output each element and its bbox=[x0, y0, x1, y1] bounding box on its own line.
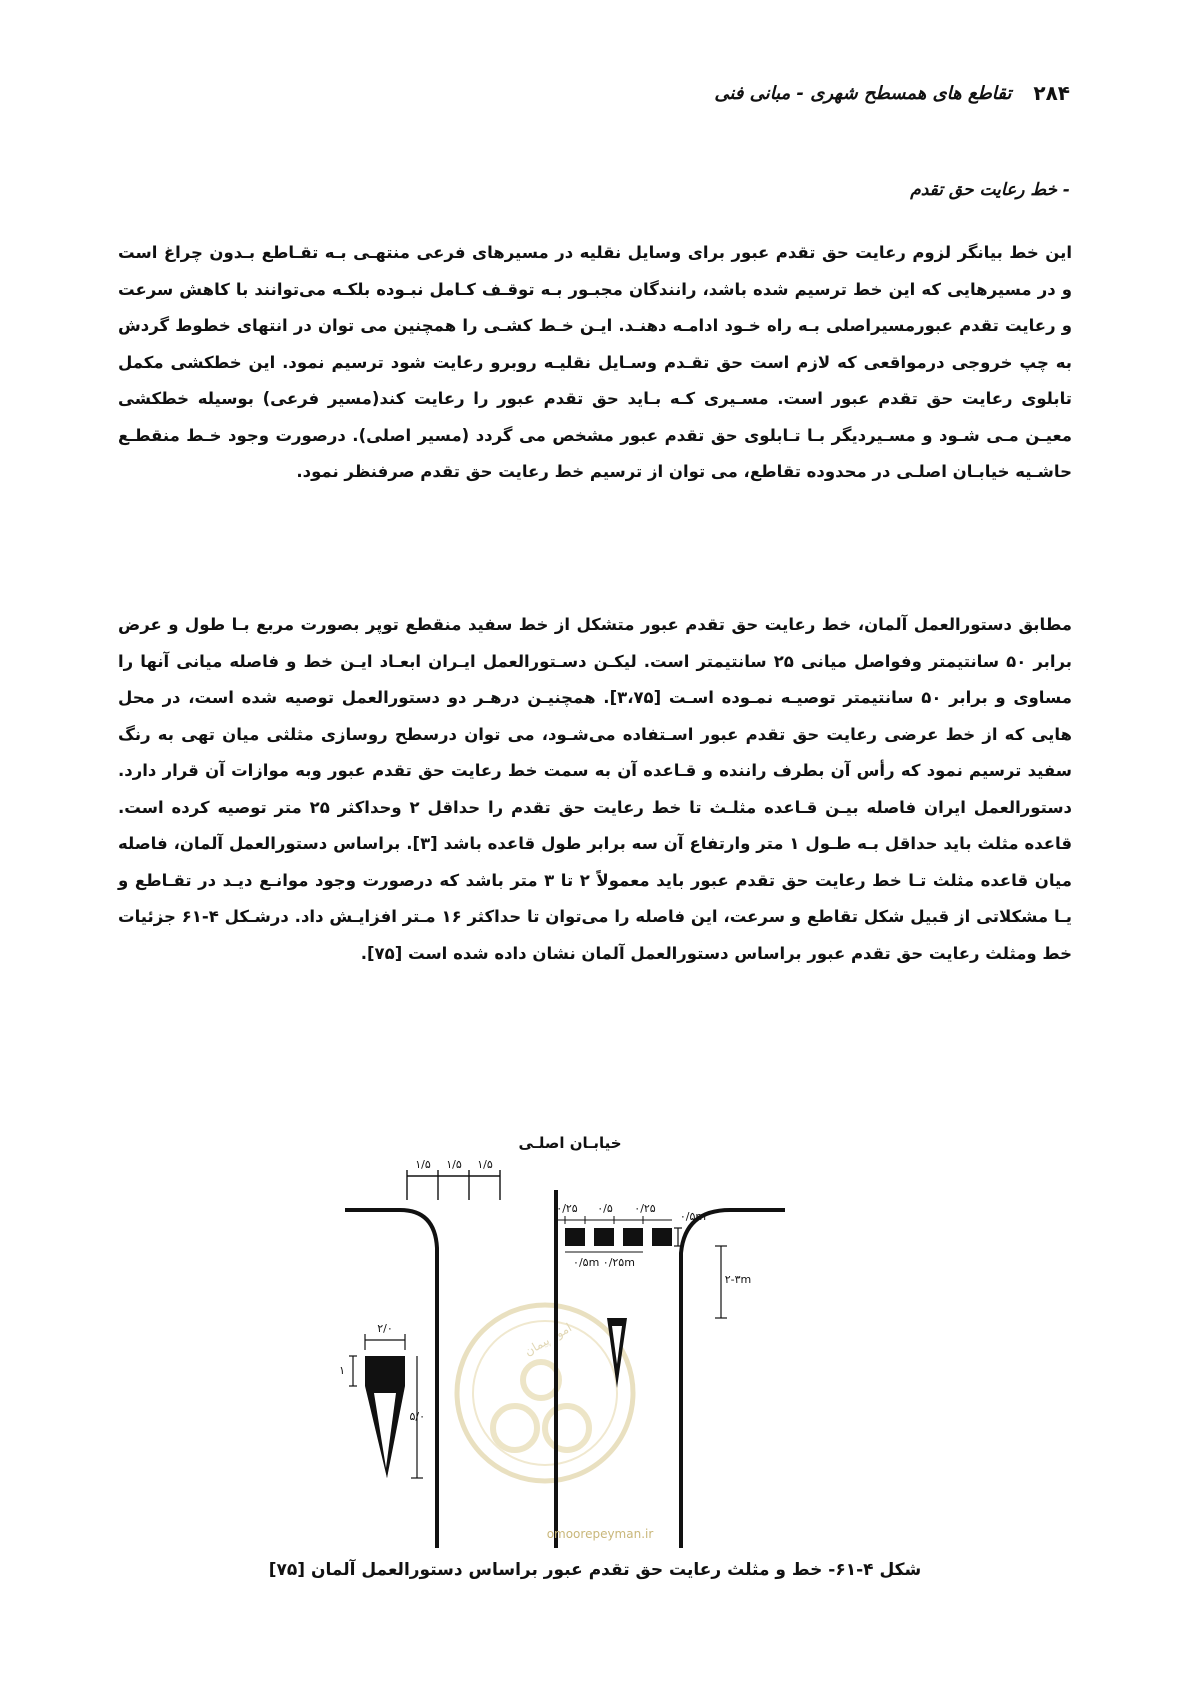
dim-gap-label: ۲-۳m bbox=[724, 1273, 752, 1286]
street-label: خیابـان اصلـی bbox=[518, 1134, 622, 1152]
yield-triangle-detail bbox=[339, 1322, 425, 1478]
left-dim-label-3: ۱/۵ bbox=[477, 1158, 493, 1171]
watermark-url: omoorepeyman.ir bbox=[546, 1527, 654, 1541]
dim-triangle-height: ۵/۰ bbox=[409, 1410, 425, 1423]
left-dim-label-1: ۱/۵ bbox=[415, 1158, 431, 1171]
yield-square bbox=[594, 1228, 614, 1246]
dim-square-gap-1: ۰/۲۵ bbox=[556, 1202, 578, 1215]
running-title: تقاطع های همسطح شهری - مبانی فنی bbox=[714, 82, 1012, 104]
gap-dimension bbox=[715, 1246, 751, 1318]
watermark-seal bbox=[457, 1305, 633, 1481]
dim-triangle-base: ۲/۰ bbox=[377, 1322, 393, 1335]
left-dim-label-2: ۱/۵ bbox=[446, 1158, 462, 1171]
running-header bbox=[120, 78, 1070, 108]
yield-line-drawing bbox=[339, 1128, 785, 1548]
paragraph-yield-line-definition: این خط بیانگر لزوم رعایت حق تقدم عبور برای وسایل نقلیه در مسیرهای فرعی منتهـی بـه تقـاطع بـدون چراغ است و در مسیرهایی که این خط ترسیم شده باشد، رانندگان مجبـور بـه توقـف کـامل نبـوده بلکـه می‌توانند با کاهش سرعت و رعایت تقدم عبورمسیراصلی بـه راه خـود ادامـه دهنـد. ایـن خـط کشـی را همچنین می توان در انتهای خطوط گردش به چپ خروجی درمواقعی که لازم است حق تقـدم وسـایل نقلیـه روبرو رعایت شود ترسیم نمود. این خطکشی مکمل تابلوی رعایت حق تقدم عبور است. مسـیری کـه بـاید حق تقدم عبور را رعایت کند(مسیر فرعی) بوسیله خطکشی معیـن مـی شـود و مسـیردیگر بـا تـابلوی حق تقدم عبور مشخص می گردد (مسیر اصلی). درصورت وجود خـط منقطـع حاشـیه خیابـان اصلـی در محدوده تقاطع، می توان از ترسیم خط رعایت حق تقدم صرفنظر نمود. bbox=[118, 243, 1072, 481]
right-curb-line bbox=[681, 1210, 785, 1548]
dim-triangle-top: ۱ bbox=[339, 1364, 345, 1377]
dim-square-gap-2: ۰/۲۵ bbox=[634, 1202, 656, 1215]
left-dimension-group bbox=[407, 1158, 500, 1200]
yield-square bbox=[652, 1228, 672, 1246]
yield-square bbox=[565, 1228, 585, 1246]
figure-caption: شکل ۴-۶۱- خط و مثلث رعایت حق تقدم عبور براساس دستورالعمل آلمان [۷۵] bbox=[268, 1560, 922, 1580]
dim-bottom: ۰/۵m ۰/۲۵m bbox=[573, 1256, 635, 1269]
yield-square bbox=[623, 1228, 643, 1246]
figure-yield-line-diagram bbox=[339, 1128, 785, 1548]
dim-square-side: ۰/۵m bbox=[679, 1210, 707, 1223]
section-heading: - خط رعایت حق تقدم bbox=[910, 180, 1070, 200]
watermark-seal-text: امور پیمان bbox=[522, 1320, 574, 1359]
paragraph-yield-line-dimensions: مطابق دستورالعمل آلمان، خط رعایت حق تقدم عبور متشکل از خط سفید منقطع توپر بصورت مربع بـا طول و عرض برابر ۵۰ سانتیمتر وفواصل میانی ۲۵ سانتیمتر است. لیکـن دسـتورالعمل ایـران ابعـاد ایـن خط و فاصله میانی آنها را مساوی و برابر ۵۰ سانتیمتر توصیـه نمـوده اسـت [۳،۷۵]. همچنیـن درهـر دو دستورالعمل توصیه شده است، در محل هایی که از خط عرضی رعایت حق تقدم عبور اسـتفاده می‌شـود، می توان درسطح روسازی مثلثی میان تهی به رنگ سفید ترسیم نمود که رأس آن بطرف راننده و قـاعده آن به سمت خط رعایت حق تقدم عبور وبه موازات آن قرار دارد. دستورالعمل ایران فاصله بیـن قـاعده مثلـث تا خط رعایت حق تقدم را حداقل ۲ وحداکثر ۲۵ متر توصیه کرده است. قاعده مثلث باید حداقل بـه طـول ۱ متر وارتفاع آن سه برابر طول قاعده باشد [۳]. براساس دستورالعمل آلمان، فاصله میان قاعده مثلث تـا خط رعایت حق تقدم عبور باید معمولاً ۲ تا ۳ متر باشد که درصورت وجود موانـع دیـد در تقـاطع و یـا مشکلاتی از قبیل شکل تقاطع و سرعت، این فاصله را می‌توان تا حداکثر ۱۶ مـتر افزایـش داد. درشـکل ۴-۶۱ جزئیات خط ومثلث رعایت حق تقدم عبور براساس دستورالعمل آلمان نشان داده شده است [۷۵]. bbox=[118, 615, 1073, 963]
page-number: ۲۸۴ bbox=[1033, 81, 1070, 105]
dim-square-width: ۰/۵ bbox=[597, 1202, 613, 1215]
